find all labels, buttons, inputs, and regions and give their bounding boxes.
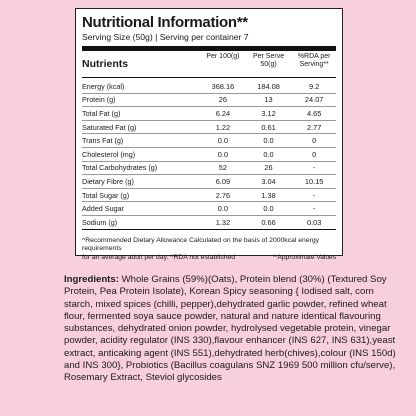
value-per-serve: 0.0 — [263, 149, 274, 159]
footer-divider — [82, 229, 336, 230]
value-per-serve: 3.04 — [261, 176, 276, 186]
thick-divider — [82, 46, 336, 51]
table-row — [82, 121, 336, 135]
nutrient-name: Dietary Fibre (g) — [82, 176, 134, 186]
value-rda: 0.03 — [306, 217, 322, 227]
footnote-approx: **Approximate Values — [272, 253, 336, 261]
value-per100: 52 — [218, 163, 227, 173]
nutrient-name: Added Sugar — [82, 204, 124, 214]
value-per100: 6.09 — [215, 176, 231, 186]
value-rda: 2.77 — [306, 122, 322, 132]
ingredients-label: Ingredients: — [64, 274, 119, 285]
ingredients-text: Whole Grains (59%)(Oats), Protein blend (30%) (Textured Soy Protein, Pea Protein Isolate), Korean Spicy seasoning { Iodised salt, corn starch, mixed spices (chilli, pepper),dehydrated garlic powder, refined wheat flour, fermented soya sauce powder, natural and nature identical flavouring substances, dehydrated onion powder, hydrolysed vegetable protein, vinegar powder, acidity regulator (INS 330),flavour enhancer (INS 627, INS 631),yeast extract, anticaking agent (INS 551),dehydrated herb(chives),colour (INS 150d) and INS 300}, Probiotics (Bacillus coagulans SNZ 1969 500 million cfu/serve), Rosemary Extract, Steviol glycosides — [64, 274, 396, 384]
nutrition-panel — [75, 8, 343, 261]
nutrient-name: Trans Fat (g) — [82, 136, 124, 146]
footnote — [82, 235, 336, 263]
value-rda: - — [312, 204, 316, 214]
nutrient-name: Saturated Fat (g) — [82, 122, 137, 132]
table-row — [82, 202, 336, 216]
value-per100: 6.24 — [215, 108, 231, 118]
table-row — [82, 107, 336, 121]
nutrient-name: Sodium (g) — [82, 217, 118, 227]
serving-info: Serving Size (50g) | Serving per container 7 — [82, 32, 249, 42]
value-per100: 26 — [218, 95, 227, 105]
value-per-serve: 26 — [264, 163, 273, 173]
value-rda: 24.07 — [304, 95, 324, 105]
value-rda: - — [312, 190, 316, 200]
value-per-serve: 184.08 — [257, 81, 280, 91]
table-row — [82, 216, 336, 229]
nutrient-name: Total Carbohydrates (g) — [82, 163, 158, 173]
table-row — [82, 162, 336, 176]
table-row — [82, 189, 336, 203]
table-row — [82, 148, 336, 162]
table-row — [82, 175, 336, 189]
value-per100: 368.16 — [211, 81, 235, 91]
nutrient-name: Protein (g) — [82, 95, 116, 105]
value-per-serve: 3.12 — [261, 108, 276, 118]
value-per100: 1.32 — [215, 217, 231, 227]
value-per-serve: 1.38 — [261, 190, 276, 200]
table-row — [82, 94, 336, 108]
value-per100: 2.76 — [215, 190, 231, 200]
header-per100: Per 100(g) — [206, 53, 240, 60]
value-rda: 10.15 — [304, 176, 324, 186]
nutrient-name: Energy (kcal) — [82, 81, 125, 91]
header-per-serve: Per Serve 50(g) — [252, 53, 285, 68]
value-per-serve: 13 — [264, 95, 273, 105]
value-rda: - — [312, 163, 316, 173]
header-nutrients: Nutrients — [82, 58, 129, 70]
value-per100: 0.0 — [217, 204, 229, 214]
value-per100: 0.0 — [217, 136, 229, 146]
nutrient-rows — [82, 80, 336, 229]
value-per-serve: 0.0 — [263, 204, 274, 214]
footnote-line-1: ^Recommended Dietary Allowance Calculated on the basis of 2000kcal energy requirements — [82, 236, 320, 253]
value-rda: 4.65 — [306, 108, 322, 118]
value-per-serve: 0.0 — [263, 136, 274, 146]
table-header — [82, 53, 336, 77]
value-per-serve: 0.66 — [261, 217, 276, 227]
value-rda: 0 — [312, 149, 317, 159]
footnote-line-2-text: for an average adult per day. ^RDA not established — [82, 253, 236, 261]
header-rda: %RDA per Serving** — [297, 53, 331, 68]
table-row — [82, 134, 336, 148]
value-per-serve: 0.61 — [261, 122, 276, 132]
value-per100: 0.0 — [217, 149, 229, 159]
table-row — [82, 80, 336, 94]
value-per100: 1.22 — [215, 122, 231, 132]
value-rda: 9.2 — [309, 81, 320, 91]
panel-title: Nutritional Information** — [82, 14, 248, 31]
footnote-line-2 — [82, 254, 336, 263]
header-divider — [82, 77, 336, 78]
nutrient-name: Total Fat (g) — [82, 108, 121, 118]
ingredients-block — [64, 274, 396, 385]
nutrient-name: Cholesterol (mg) — [82, 149, 136, 159]
value-rda: 0 — [312, 136, 317, 146]
nutrient-name: Total Sugar (g) — [82, 190, 130, 200]
